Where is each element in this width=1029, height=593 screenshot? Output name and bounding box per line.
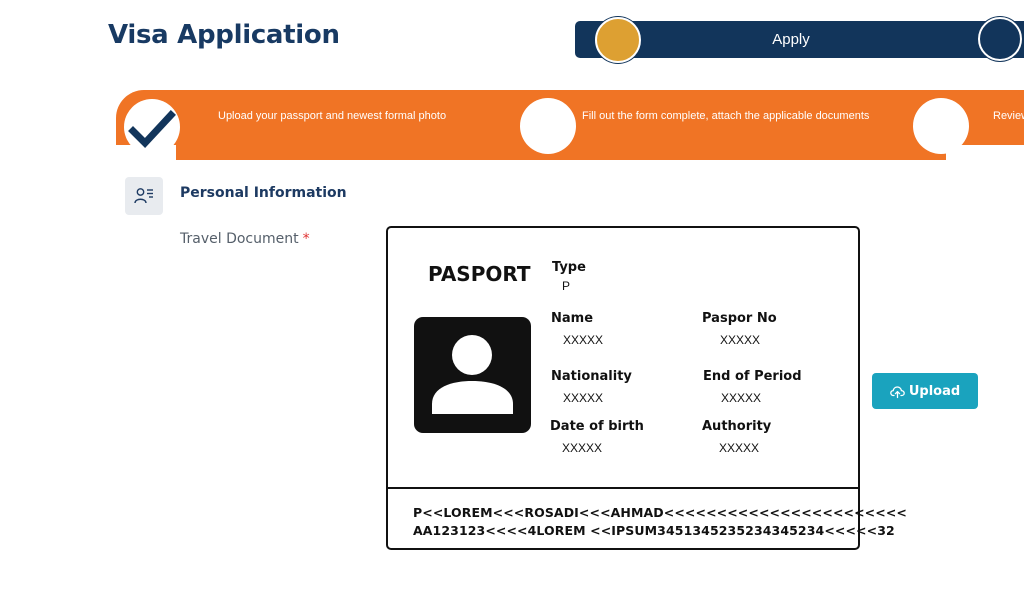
nationality-label: Nationality [551, 369, 632, 384]
step-2-indicator [520, 98, 576, 154]
section-icon-box [125, 177, 163, 215]
person-silhouette-icon [414, 317, 531, 433]
step-1-text: Upload your passport and newest formal photo [218, 110, 447, 122]
step-2-text: Fill out the form complete, attach the applicable documents [582, 110, 870, 122]
apply-label: Apply [772, 31, 810, 48]
nationality-value: XXXXX [563, 391, 604, 405]
passport-no-value: XXXXX [720, 333, 761, 347]
passport-heading: PASPORT [428, 262, 531, 286]
apply-progress-bar [575, 21, 1024, 58]
apply-current-dot [595, 17, 641, 63]
travel-document-label-text: Travel Document [180, 231, 299, 247]
type-label: Type [552, 260, 586, 275]
mrz-divider [388, 487, 858, 489]
mrz-line-1: P<<LOREM<<<ROSADI<<<AHMAD<<<<<<<<<<<<<<<<<<<<<<< [413, 505, 907, 520]
upload-button[interactable] [872, 373, 978, 409]
step-3-indicator [913, 98, 969, 154]
travel-document-label [180, 231, 310, 247]
name-label: Name [551, 311, 594, 326]
step-1-indicator [124, 99, 180, 155]
required-mark: * [302, 231, 310, 247]
apply-next-dot [978, 17, 1022, 61]
end-of-period-value: XXXXX [721, 391, 762, 405]
user-list-icon [134, 186, 154, 206]
name-value: XXXXX [563, 333, 604, 347]
authority-value: XXXXX [719, 441, 760, 455]
passport-photo [414, 317, 531, 433]
date-of-birth-label: Date of birth [550, 419, 644, 434]
end-of-period-label: End of Period [703, 369, 802, 384]
check-icon [129, 109, 175, 149]
date-of-birth-value: XXXXX [562, 441, 603, 455]
upload-button-label: Upload [908, 383, 961, 399]
type-value: P [562, 279, 571, 293]
authority-label: Authority [702, 419, 772, 434]
passport-preview-card [386, 226, 907, 550]
step-3-text: Review [993, 110, 1029, 122]
mrz-line-2: AA123123<<<<4LOREM <<IPSUM3451345235234345234<<<<<32 [413, 523, 895, 538]
page-title: Visa Application [108, 20, 340, 50]
passport-no-label: Paspor No [702, 311, 777, 326]
section-title: Personal Information [180, 185, 347, 201]
cloud-upload-icon [890, 385, 905, 398]
